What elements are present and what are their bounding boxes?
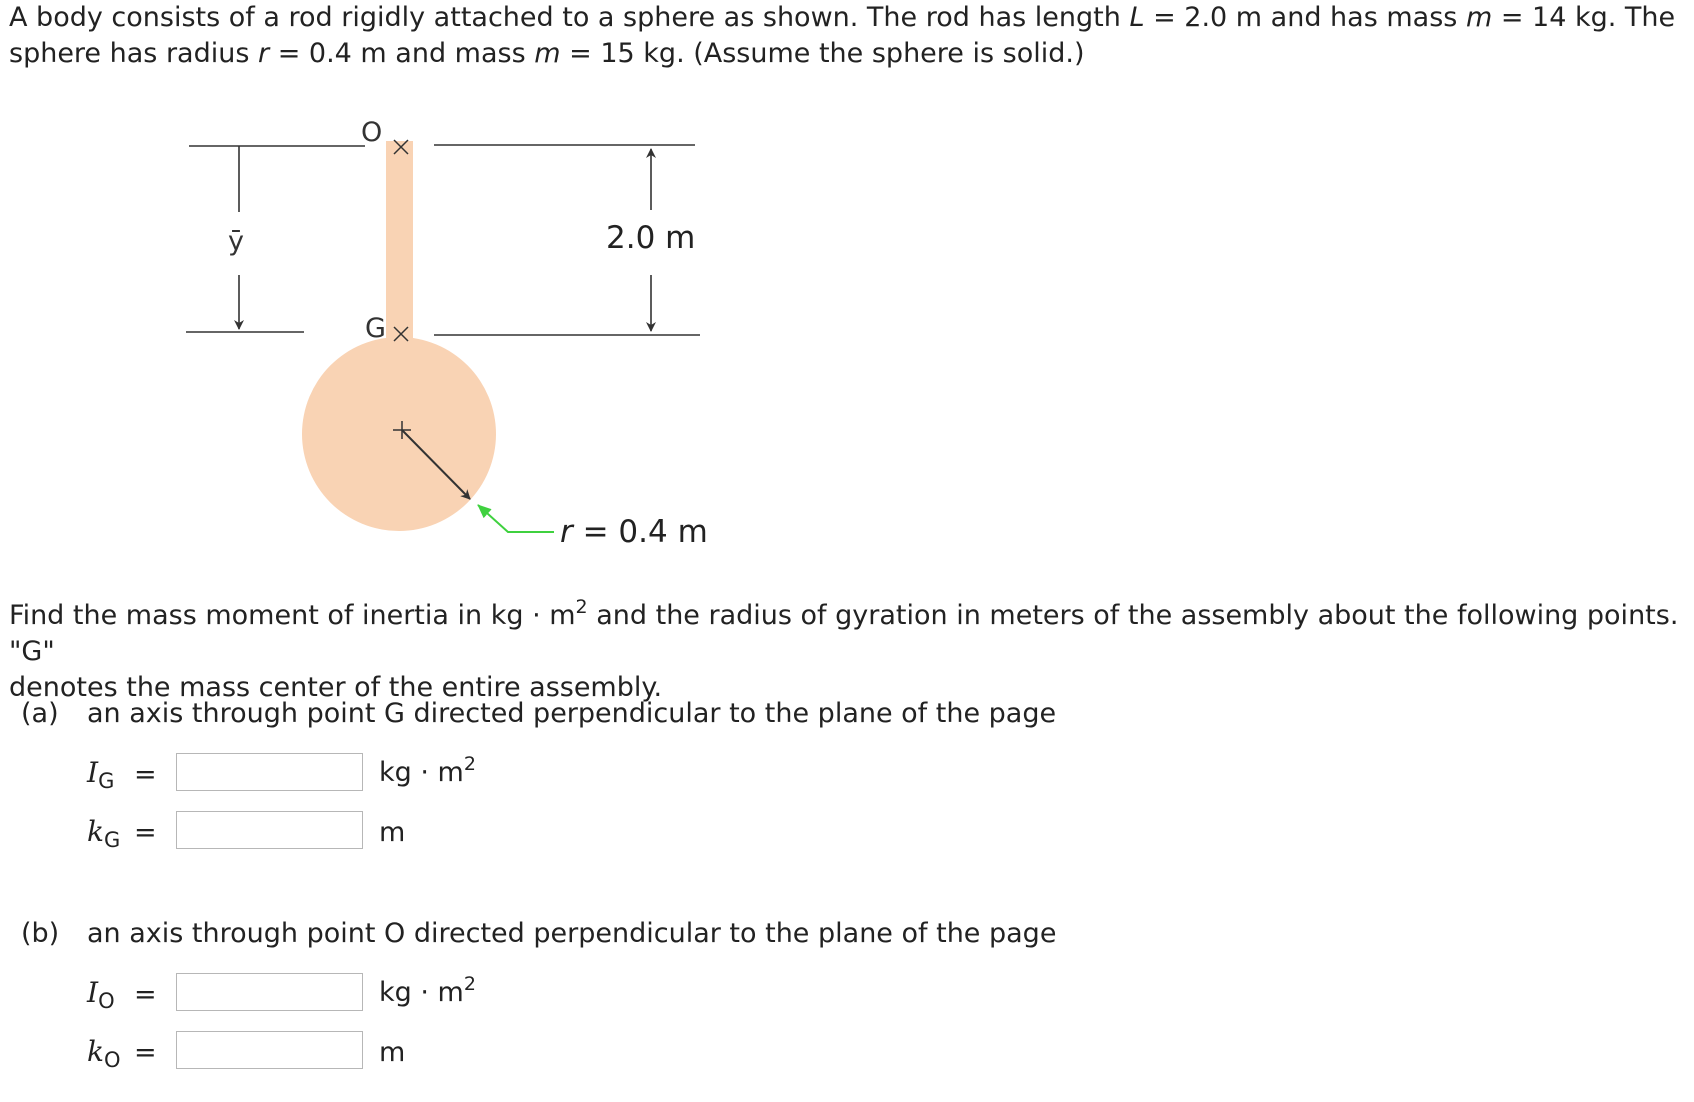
radius-symbol: r — [258, 38, 270, 69]
length-symbol: L — [1129, 2, 1145, 33]
mass-symbol: m — [534, 38, 561, 69]
inertia-o-symbol — [87, 976, 115, 1013]
inertia-g-unit — [379, 753, 476, 788]
inertia-o-unit — [379, 973, 476, 1008]
intro-text: = 14 kg. The — [1492, 2, 1676, 33]
unit-exponent: 2 — [463, 973, 476, 995]
gyration-symbol: k — [87, 815, 104, 848]
inertia-subscript: O — [98, 989, 115, 1013]
rod — [386, 141, 413, 341]
mass-symbol: m — [1465, 2, 1493, 33]
question-prompt — [9, 598, 1679, 706]
radius-symbol: r — [560, 514, 573, 550]
gyration-g-symbol — [87, 815, 120, 852]
intro-text: = 15 kg. (Assume the sphere is solid.) — [560, 38, 1085, 69]
intro-text: A body consists of a rod rigidly attached to a sphere as shown. The rod has length — [9, 2, 1130, 33]
equals-sign: = — [134, 1037, 157, 1068]
inertia-g-input[interactable] — [176, 753, 363, 791]
gyration-g-input[interactable] — [176, 811, 363, 849]
question-text: and the radius of gyration in meters of the assembly about the following points. "G" — [9, 600, 1679, 667]
radius-value: = 0.4 m — [572, 514, 708, 550]
intro-text: = 0.4 m and mass — [269, 38, 535, 69]
inertia-o-input[interactable] — [176, 973, 363, 1011]
gyration-o-unit: m — [379, 1037, 406, 1068]
label-ybar: ȳ — [228, 226, 244, 257]
gyration-subscript: G — [103, 828, 121, 852]
question-text: Find the mass moment of inertia in kg · m — [9, 600, 576, 631]
gyration-o-input[interactable] — [176, 1031, 363, 1069]
part-b-label: (b) — [21, 918, 60, 949]
label-length-dimension: 2.0 m — [606, 220, 696, 256]
equals-sign: = — [134, 759, 157, 790]
label-point-g: G — [365, 313, 386, 344]
inertia-symbol: I — [87, 976, 99, 1009]
intro-text: = 2.0 m and has mass — [1144, 2, 1466, 33]
question-text: denotes the mass center of the entire assembly. — [9, 672, 663, 703]
equals-sign: = — [134, 979, 157, 1010]
gyration-symbol: k — [87, 1035, 104, 1068]
label-radius — [560, 514, 708, 550]
unit-text: kg · m — [379, 977, 464, 1008]
inertia-subscript: G — [98, 769, 115, 793]
equals-sign: = — [134, 817, 157, 848]
intro-text: sphere has radius — [9, 38, 258, 69]
unit-exponent: 2 — [463, 753, 476, 775]
unit-text: kg · m — [379, 757, 464, 788]
gyration-o-symbol — [87, 1035, 121, 1072]
inertia-g-symbol — [87, 756, 114, 793]
question-exponent: 2 — [575, 596, 588, 618]
sphere — [302, 337, 496, 531]
part-a-description: an axis through point G directed perpendicular to the plane of the page — [87, 698, 1057, 729]
part-a-label: (a) — [21, 698, 59, 729]
radius-leader-line — [478, 505, 554, 532]
part-b-description: an axis through point O directed perpendicular to the plane of the page — [87, 918, 1057, 949]
inertia-symbol: I — [87, 756, 99, 789]
gyration-subscript: O — [103, 1048, 121, 1072]
label-point-o: O — [361, 117, 383, 148]
gyration-g-unit: m — [379, 817, 406, 848]
